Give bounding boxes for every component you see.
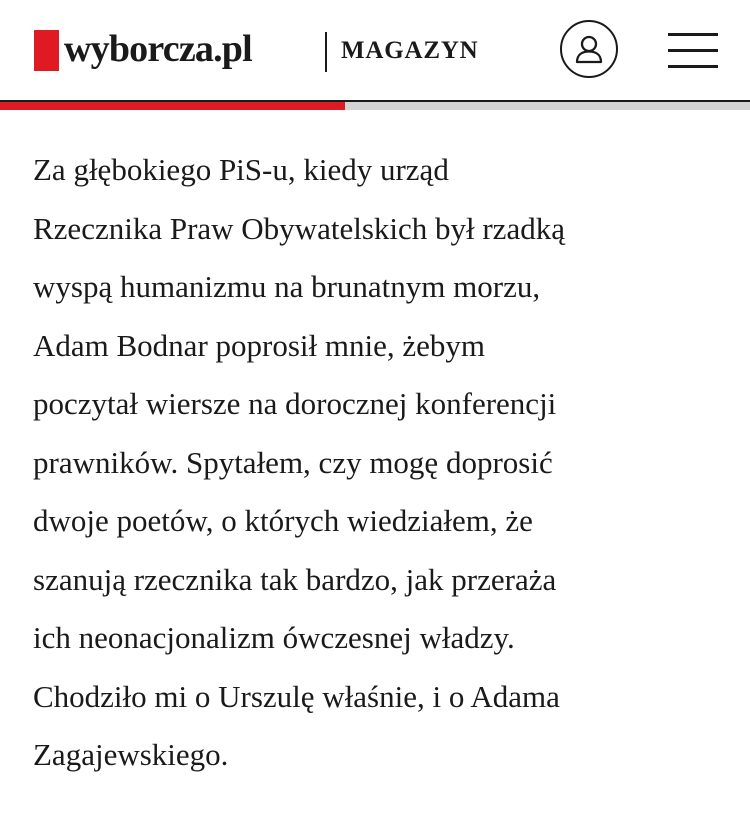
menu-button[interactable] bbox=[668, 31, 718, 71]
article-text-line: prawników. Spytałem, czy mogę doprosić bbox=[33, 444, 553, 480]
site-logo[interactable] bbox=[34, 24, 252, 74]
article-text-line: poczytał wiersze na dorocznej konferencji bbox=[33, 386, 557, 421]
reading-progress-fill bbox=[0, 102, 345, 110]
account-button[interactable] bbox=[560, 20, 618, 78]
header-divider bbox=[325, 32, 327, 72]
top-bar bbox=[0, 0, 750, 100]
article-text-line: Rzecznika Praw Obywatelskich był rzadką bbox=[33, 210, 565, 246]
article-text-line: szanują rzecznika tak bardzo, jak przeraża bbox=[33, 561, 557, 597]
menu-line bbox=[668, 33, 718, 36]
article-body bbox=[33, 141, 723, 785]
menu-line bbox=[668, 49, 718, 52]
article-text-line: wyspą humanizmu na brunatnym morzu, bbox=[33, 269, 541, 304]
menu-line bbox=[668, 65, 718, 68]
article-text-line: Adam Bodnar poprosił mnie, żebym bbox=[33, 327, 485, 363]
section-label[interactable]: MAGAZYN bbox=[341, 37, 479, 64]
article-text-line: ich neonacjonalizm ówczesnej władzy. bbox=[33, 620, 515, 655]
article-text-line: Za głębokiego PiS-u, kiedy urząd bbox=[33, 152, 449, 187]
logo-text: wyborcza.pl bbox=[64, 28, 252, 70]
user-icon bbox=[572, 32, 606, 66]
reading-progress-bar bbox=[0, 102, 750, 110]
article-text-line: Zagajewskiego. bbox=[33, 737, 229, 772]
article-text-line: Chodziło mi o Urszulę właśnie, i o Adama bbox=[33, 678, 560, 714]
article-text-line: dwoje poetów, o których wiedziałem, że bbox=[33, 503, 533, 538]
logo-red-square bbox=[34, 30, 59, 71]
